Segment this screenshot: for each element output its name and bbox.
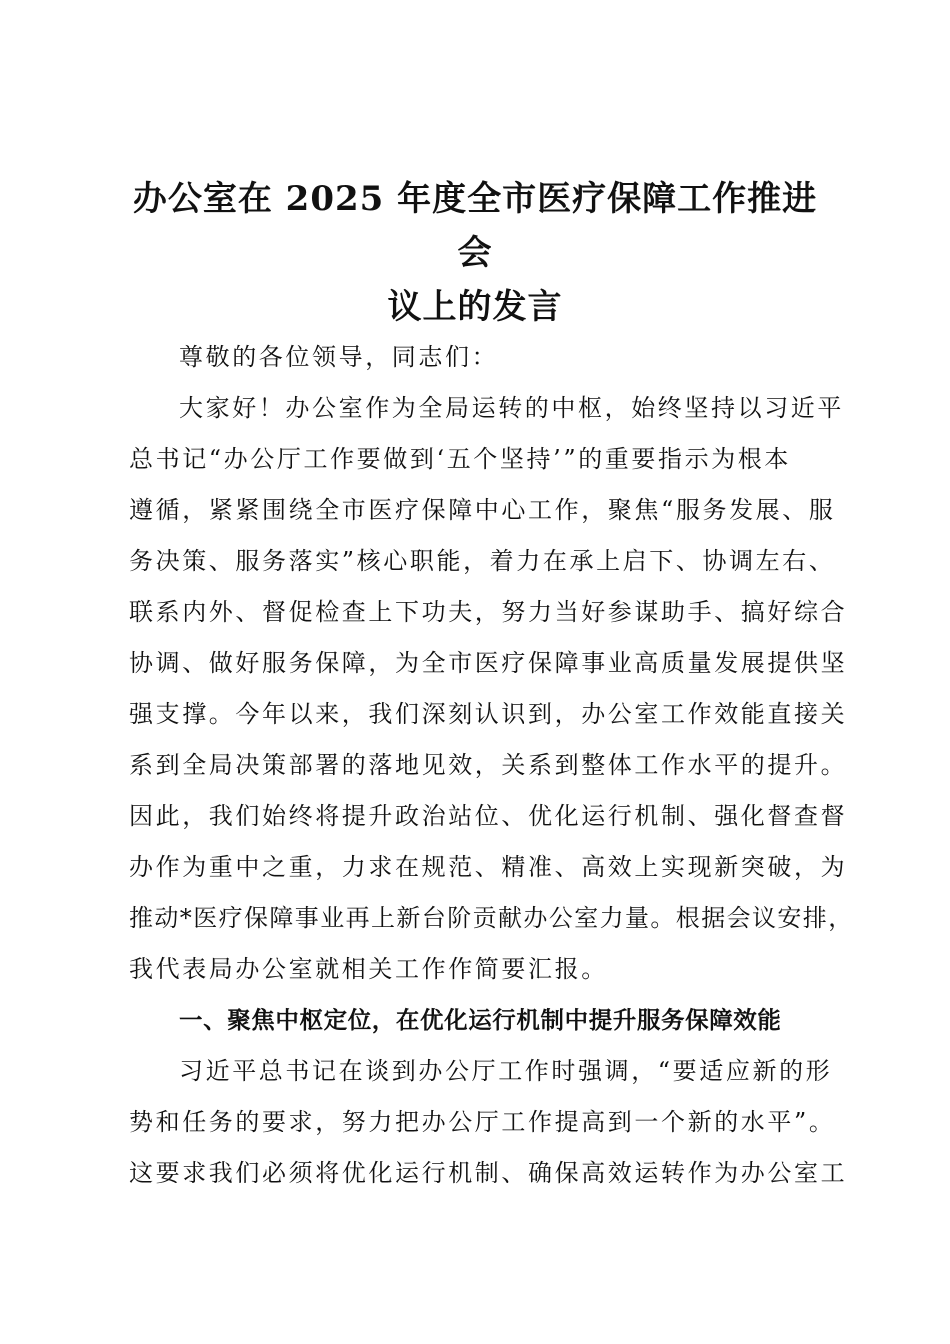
- paragraph-line: 协调、做好服务保障，为全市医疗保障事业高质量发展提供坚: [129, 649, 848, 677]
- paragraph-line: 办作为重中之重，力求在规范、精准、高效上实现新突破，为: [129, 853, 848, 881]
- paragraph-line: 系到全局决策部署的落地见效，关系到整体工作水平的提升。: [129, 751, 848, 779]
- paragraph-line: 务决策、服务落实”核心职能，着力在承上启下、协调左右、: [129, 547, 836, 575]
- document-title: [120, 172, 830, 334]
- salutation: 尊敬的各位领导，同志们：: [179, 343, 499, 371]
- paragraph-line: 遵循，紧紧围绕全市医疗保障中心工作，聚焦“服务发展、服: [129, 496, 836, 524]
- paragraph-line: 这要求我们必须将优化运行机制、确保高效运转作为办公室工: [129, 1159, 848, 1187]
- paragraph-line: 总书记“办公厅工作要做到‘五个坚持’”的重要指示为根本: [129, 445, 791, 473]
- section-heading: 一、聚焦中枢定位，在优化运行机制中提升服务保障效能: [179, 1006, 782, 1034]
- paragraph-line: 因此，我们始终将提升政治站位、优化运行机制、强化督查督: [129, 802, 848, 830]
- paragraph-line: 我代表局办公室就相关工作作简要汇报。: [129, 955, 608, 983]
- paragraph-line: 大家好！办公室作为全局运转的中枢，始终坚持以习近平: [179, 394, 844, 422]
- paragraph-line: 势和任务的要求，努力把办公厅工作提高到一个新的水平”。: [129, 1108, 836, 1136]
- paragraph-line: 推动*医疗保障事业再上新台阶贡献办公室力量。根据会议安排，: [129, 904, 854, 932]
- title-line: 议上的发言: [387, 287, 563, 327]
- paragraph-line: 强支撑。今年以来，我们深刻认识到，办公室工作效能直接关: [129, 700, 848, 728]
- document-body: [129, 332, 854, 1199]
- paragraph-line: 习近平总书记在谈到办公厅工作时强调，“要适应新的形: [179, 1057, 833, 1085]
- title-line: 办公室在 2025 年度全市医疗保障工作推进会: [132, 179, 818, 273]
- paragraph-line: 联系内外、督促检查上下功夫，努力当好参谋助手、搞好综合: [129, 598, 848, 626]
